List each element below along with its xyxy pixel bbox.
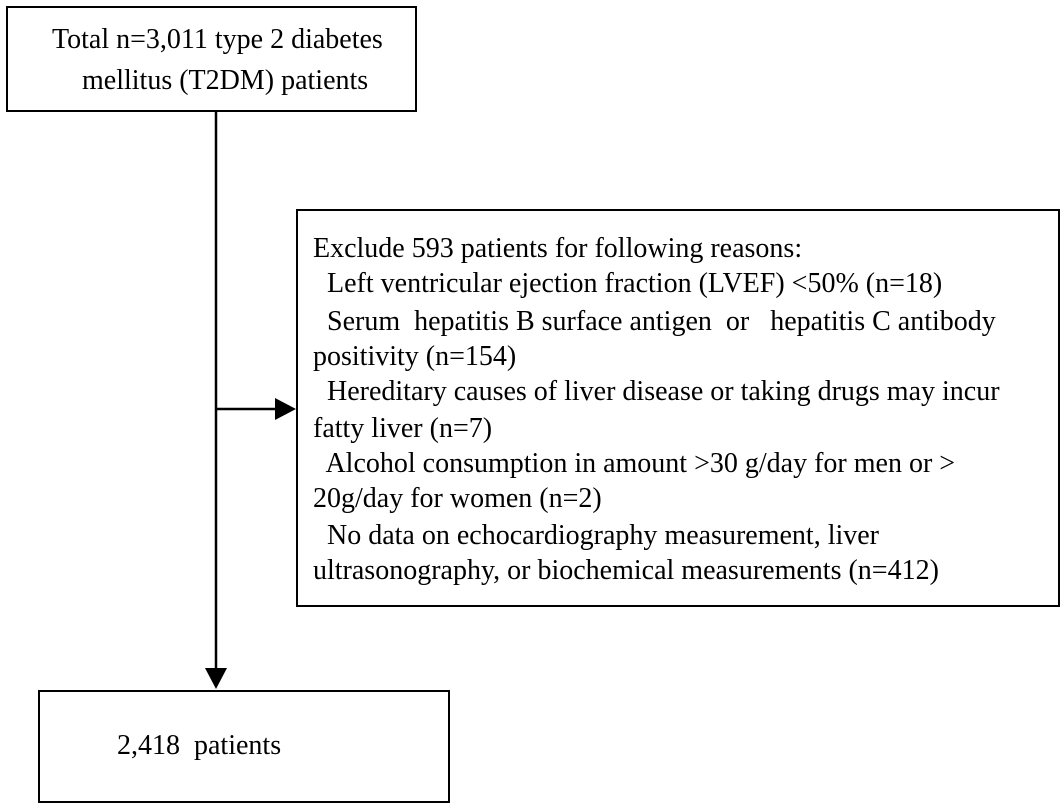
exclusion-line: 20g/day for women (n=2)	[313, 483, 602, 514]
arrowhead-right-icon	[275, 398, 296, 420]
exclusion-criteria-box	[296, 209, 1060, 607]
exclusion-line: Exclude 593 patients for following reasons:	[313, 233, 803, 264]
exclusion-line: ultrasonography, or biochemical measurements (n=412)	[313, 555, 939, 586]
final-cohort-box	[38, 690, 450, 803]
exclusion-line: Left ventricular ejection fraction (LVEF) <50% (n=18)	[313, 268, 943, 299]
exclusion-line: Serum hepatitis B surface antigen or hepatitis C antibody	[313, 306, 996, 337]
total-box-line-2: mellitus (T2DM) patients	[82, 65, 369, 96]
exclusion-line: fatty liver (n=7)	[313, 413, 493, 444]
exclusion-line: positivity (n=154)	[313, 341, 517, 372]
total-box-line-1: Total n=3,011 type 2 diabetes	[52, 24, 383, 55]
final-cohort-label: 2,418 patients	[117, 730, 282, 761]
exclusion-line: No data on echocardiography measurement, liver	[313, 520, 880, 551]
arrowhead-down-icon	[205, 668, 227, 689]
exclusion-line: Hereditary causes of liver disease or taking drugs may incur	[313, 376, 1000, 407]
total-patients-box	[6, 6, 417, 112]
exclusion-line: Alcohol consumption in amount >30 g/day for men or >	[313, 448, 956, 479]
